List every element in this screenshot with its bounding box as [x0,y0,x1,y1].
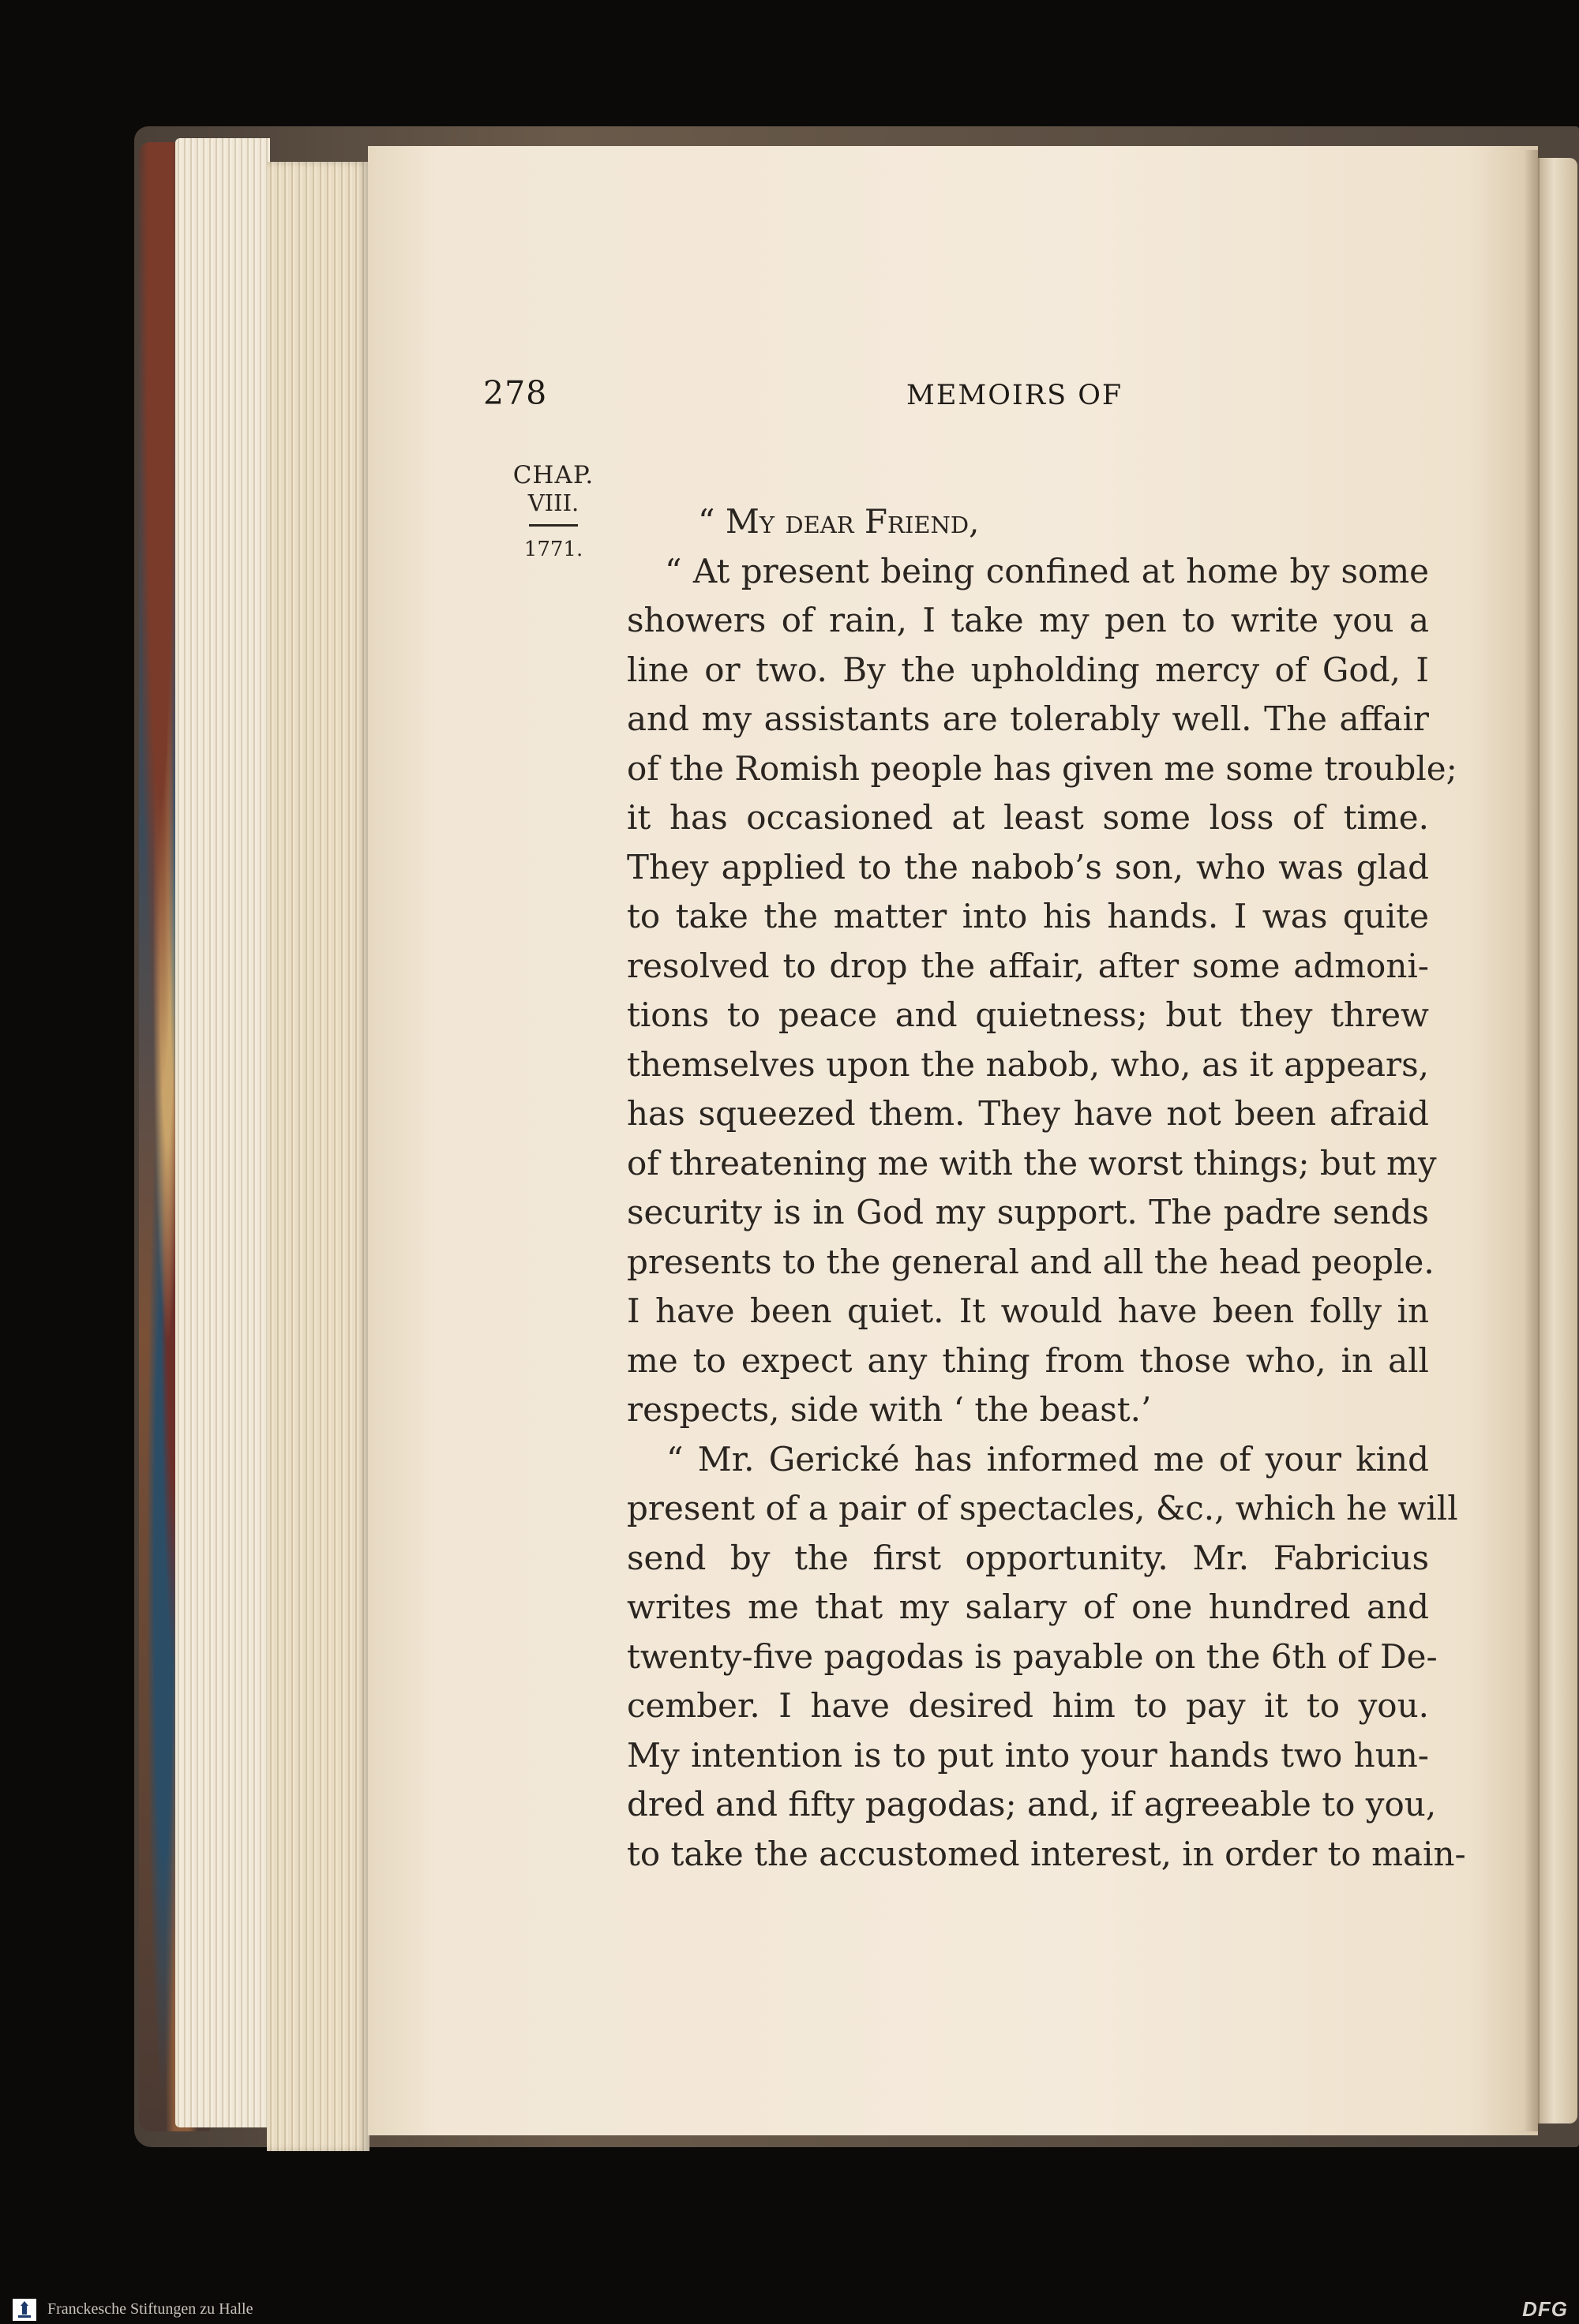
text-line: of the Romish people has given me some trouble; [627,748,1457,788]
text-line: dred and fifty pagodas; and, if agreeable to you, [627,1785,1437,1824]
text-line: themselves upon the nabob, who, as it appears, [627,1044,1429,1084]
text-line: I have been quiet. It would have been folly in [627,1291,1429,1330]
text-line: cember. I have desired him to pay it to you. [627,1686,1429,1725]
text-line: has squeezed them. They have not been afraid [627,1094,1429,1133]
text-line: showers of rain, I take my pen to write you a [627,601,1429,639]
margin-note [507,461,600,561]
text-line: respects, side with ‘ the beast.’ [627,1390,1152,1429]
dfg-logo: DFG [1522,2297,1568,2321]
salutation-text: My dear Friend, [725,502,980,541]
text-line: writes me that my salary of one hundred and [627,1587,1429,1626]
text-line: “ At present being confined at home by some [665,551,1429,590]
letter-salutation [627,497,1429,547]
page-gutter-shadow [1524,150,1540,2131]
text-line: security is in God my support. The padre sends [627,1193,1429,1231]
text-line: present of a pair of spectacles, &c., which he will [627,1489,1458,1527]
text-line: They applied to the nabob’s son, who was glad [627,847,1429,886]
text-line: and my assistants are tolerably well. The affair [627,699,1429,738]
running-head: MEMOIRS OF [906,380,1123,411]
text-line: to take the matter into his hands. I was quite [627,897,1429,935]
institution-logo-icon [13,2299,36,2321]
text-line: resolved to drop the affair, after some admoni- [627,946,1429,985]
text-line: line or two. By the upholding mercy of God, I [627,650,1429,689]
text-line: of threatening me with the worst things; but my [627,1143,1437,1183]
margin-rule [529,524,578,527]
salutation-quote: “ [698,502,715,541]
text-line: me to expect any thing from those who, in all [627,1340,1429,1380]
letter-body [627,497,1466,1879]
text-line: send by the first opportunity. Mr. Fabricius [627,1538,1429,1577]
page-stack-left [175,138,270,2127]
facing-page-edge [1538,158,1577,2123]
text-line: twenty-five pagodas is payable on the 6th of De- [627,1636,1438,1676]
margin-chapter-number: VIII. [527,489,579,516]
text-line: presents to the general and all the head people. [627,1242,1435,1281]
text-line: it has occasioned at least some loss of time. [627,798,1429,837]
text-line: My intention is to put into your hands two hun- [627,1735,1429,1775]
margin-chapter-label: CHAP. [512,461,594,489]
page-stack-inner [267,162,369,2151]
library-credit: Franckesche Stiftungen zu Halle [47,2300,253,2318]
text-line: to take the accustomed interest, in order to main- [627,1834,1466,1873]
margin-year: 1771. [523,538,583,561]
footer-bar [0,2292,1579,2324]
text-line: “ Mr. Gerické has informed me of your kind [666,1439,1429,1479]
page-number: 278 [483,374,548,412]
text-line: tions to peace and quietness; but they threw [627,995,1429,1034]
